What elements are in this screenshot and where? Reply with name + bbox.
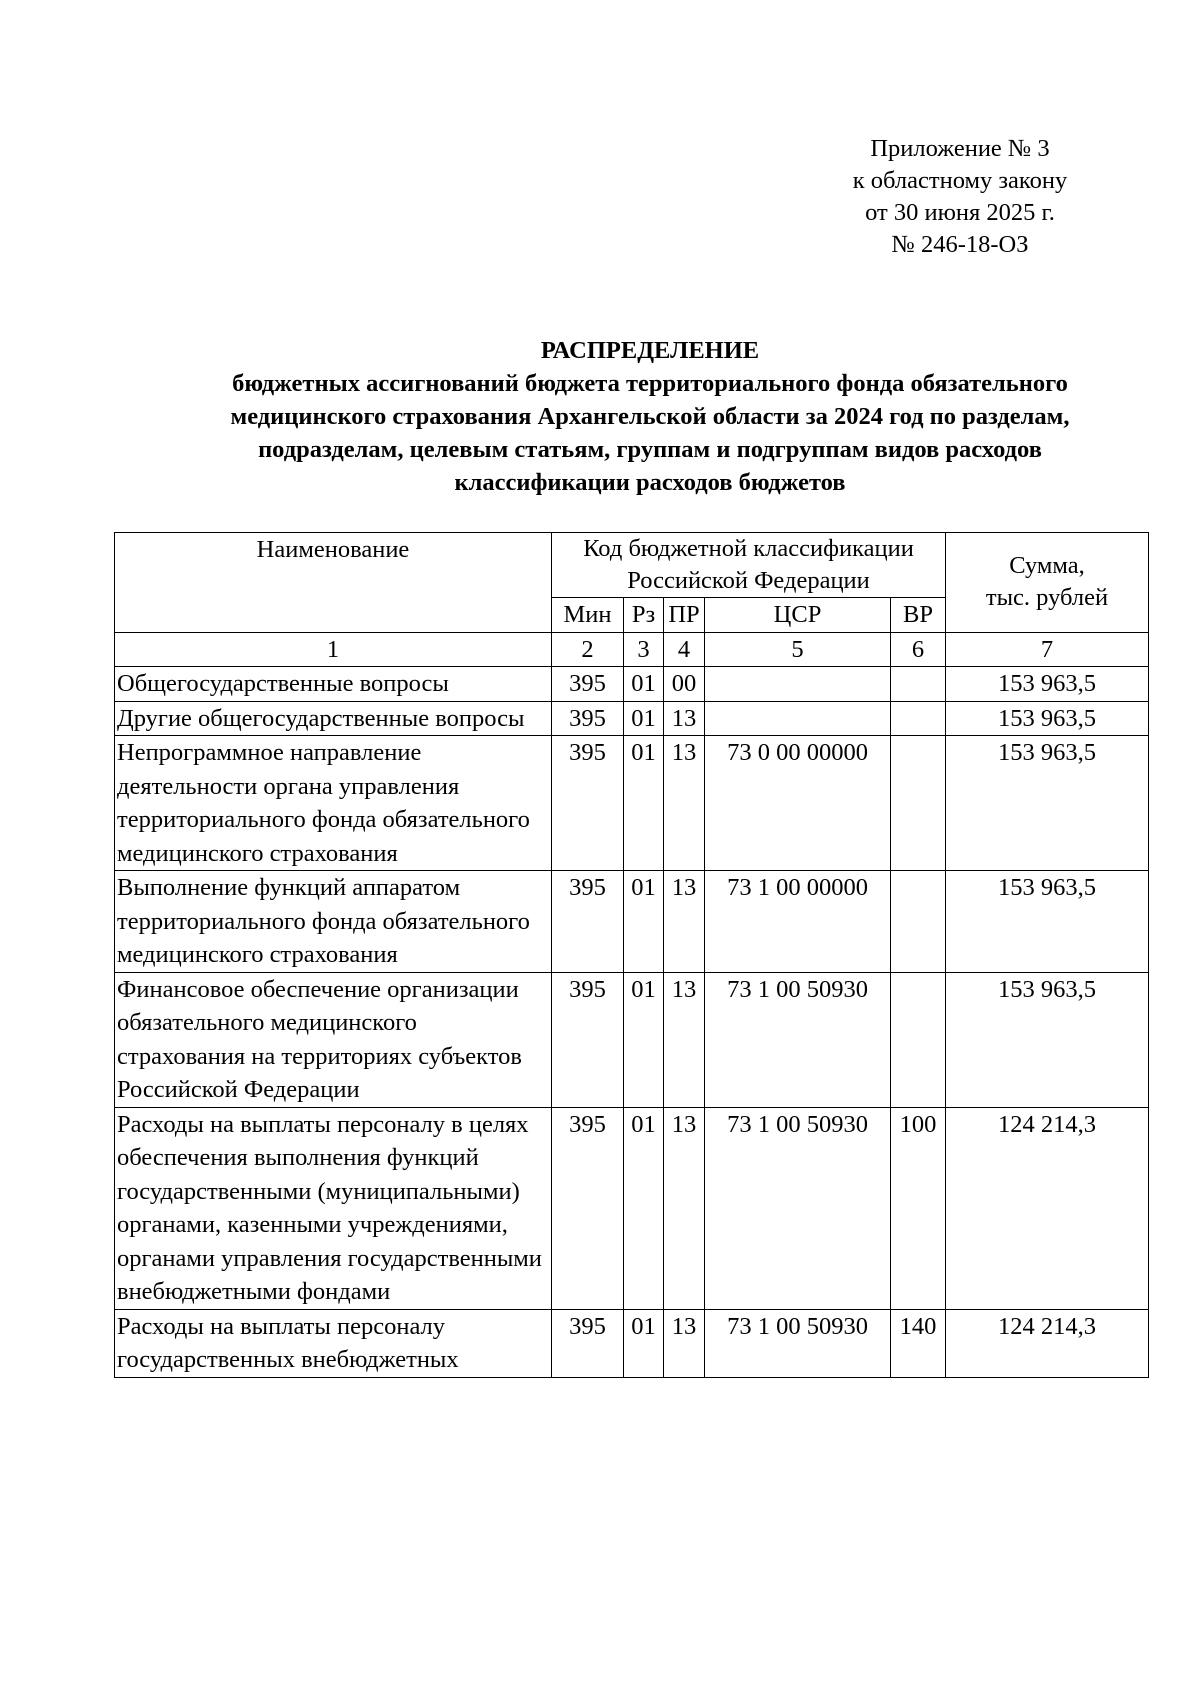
- row-rz: 01: [624, 667, 664, 702]
- row-csr: 73 0 00 00000: [705, 736, 891, 871]
- row-vr: [891, 871, 946, 973]
- header-sum: [946, 533, 1149, 633]
- row-sum: 124 214,3: [946, 1107, 1149, 1309]
- row-pr: 00: [664, 667, 705, 702]
- row-name: Другие общегосударственные вопросы: [115, 701, 552, 736]
- row-min: 395: [552, 1309, 624, 1377]
- header-code-line-2: Российской Федерации: [627, 567, 870, 594]
- header-vr: ВР: [891, 598, 946, 633]
- row-name: Расходы на выплаты персоналу в целях обеспечения выполнения функций государственными (муниципальными) органами, казенными учреждениями, органами управления государственными внебюджетными фондами: [115, 1107, 552, 1309]
- header-sum-line-1: Сумма,: [1009, 552, 1085, 580]
- table-row: [115, 871, 1149, 973]
- header-rz: Рз: [624, 598, 664, 633]
- table-row: [115, 736, 1149, 871]
- appendix-number: Приложение № 3: [870, 135, 1050, 162]
- row-csr: [705, 667, 891, 702]
- row-vr: 100: [891, 1107, 946, 1309]
- title-line-2: медицинского страхования Архангельской области за 2024 год по разделам,: [230, 403, 1070, 430]
- column-number: 1: [115, 632, 552, 667]
- row-sum: 153 963,5: [946, 972, 1149, 1107]
- row-vr: [891, 972, 946, 1107]
- header-csr: ЦСР: [705, 598, 891, 633]
- row-name: Расходы на выплаты персоналу государственных внебюджетных: [115, 1309, 552, 1377]
- row-vr: [891, 701, 946, 736]
- row-pr: 13: [664, 972, 705, 1107]
- column-number: 5: [705, 632, 891, 667]
- row-min: 395: [552, 667, 624, 702]
- row-name: Финансовое обеспечение организации обязательного медицинского страхования на территориях субъектов Российской Федерации: [115, 972, 552, 1107]
- header-pr: ПР: [664, 598, 705, 633]
- appendix-block: [820, 133, 1100, 261]
- table-row: [115, 667, 1149, 702]
- row-csr: [705, 701, 891, 736]
- row-sum: 153 963,5: [946, 701, 1149, 736]
- title-heading: РАСПРЕДЕЛЕНИЕ: [540, 337, 760, 364]
- row-pr: 13: [664, 701, 705, 736]
- title-line-3: подразделам, целевым статьям, группам и подгруппам видов расходов: [258, 436, 1042, 463]
- row-vr: 140: [891, 1309, 946, 1377]
- row-min: 395: [552, 736, 624, 871]
- header-code: [552, 533, 946, 598]
- title-line-4: классификации расходов бюджетов: [454, 469, 846, 496]
- column-number: 7: [946, 632, 1149, 667]
- row-min: 395: [552, 701, 624, 736]
- header-row: [115, 533, 1149, 598]
- column-number: 6: [891, 632, 946, 667]
- column-number: 3: [624, 632, 664, 667]
- row-rz: 01: [624, 1309, 664, 1377]
- row-pr: 13: [664, 1107, 705, 1309]
- table-row: [115, 1309, 1149, 1377]
- header-min: Мин: [552, 598, 624, 633]
- appendix-date: от 30 июня 2025 г.: [865, 199, 1055, 226]
- appendix-law-ref: к областному закону: [852, 167, 1068, 194]
- appendix-law-number: № 246-18-ОЗ: [891, 231, 1029, 258]
- column-number: 4: [664, 632, 705, 667]
- row-name: Непрограммное направление деятельности органа управления территориального фонда обязательного медицинского страхования: [115, 736, 552, 871]
- row-rz: 01: [624, 1107, 664, 1309]
- document-title: [120, 334, 1180, 499]
- row-rz: 01: [624, 972, 664, 1107]
- row-rz: 01: [624, 701, 664, 736]
- column-number-row: [115, 632, 1149, 667]
- row-pr: 13: [664, 871, 705, 973]
- title-line-1: бюджетных ассигнований бюджета территориального фонда обязательного: [232, 370, 1068, 397]
- table-row: [115, 1107, 1149, 1309]
- row-name: Общегосударственные вопросы: [115, 667, 552, 702]
- budget-table: [114, 532, 1149, 1378]
- row-min: 395: [552, 1107, 624, 1309]
- row-csr: 73 1 00 50930: [705, 1309, 891, 1377]
- row-rz: 01: [624, 871, 664, 973]
- row-name: Выполнение функций аппаратом территориального фонда обязательного медицинского страхования: [115, 871, 552, 973]
- row-pr: 13: [664, 736, 705, 871]
- row-rz: 01: [624, 736, 664, 871]
- row-sum: 153 963,5: [946, 667, 1149, 702]
- row-csr: 73 1 00 50930: [705, 1107, 891, 1309]
- row-vr: [891, 667, 946, 702]
- header-code-line-1: Код бюджетной классификации: [583, 535, 914, 562]
- row-pr: 13: [664, 1309, 705, 1377]
- row-csr: 73 1 00 50930: [705, 972, 891, 1107]
- header-sum-line-2: тыс. рублей: [985, 584, 1109, 612]
- row-sum: 153 963,5: [946, 736, 1149, 871]
- row-min: 395: [552, 871, 624, 973]
- row-sum: 153 963,5: [946, 871, 1149, 973]
- row-sum: 124 214,3: [946, 1309, 1149, 1377]
- row-csr: 73 1 00 00000: [705, 871, 891, 973]
- header-name: Наименование: [115, 533, 552, 633]
- column-number: 2: [552, 632, 624, 667]
- table-row: [115, 701, 1149, 736]
- table-row: [115, 972, 1149, 1107]
- row-vr: [891, 736, 946, 871]
- row-min: 395: [552, 972, 624, 1107]
